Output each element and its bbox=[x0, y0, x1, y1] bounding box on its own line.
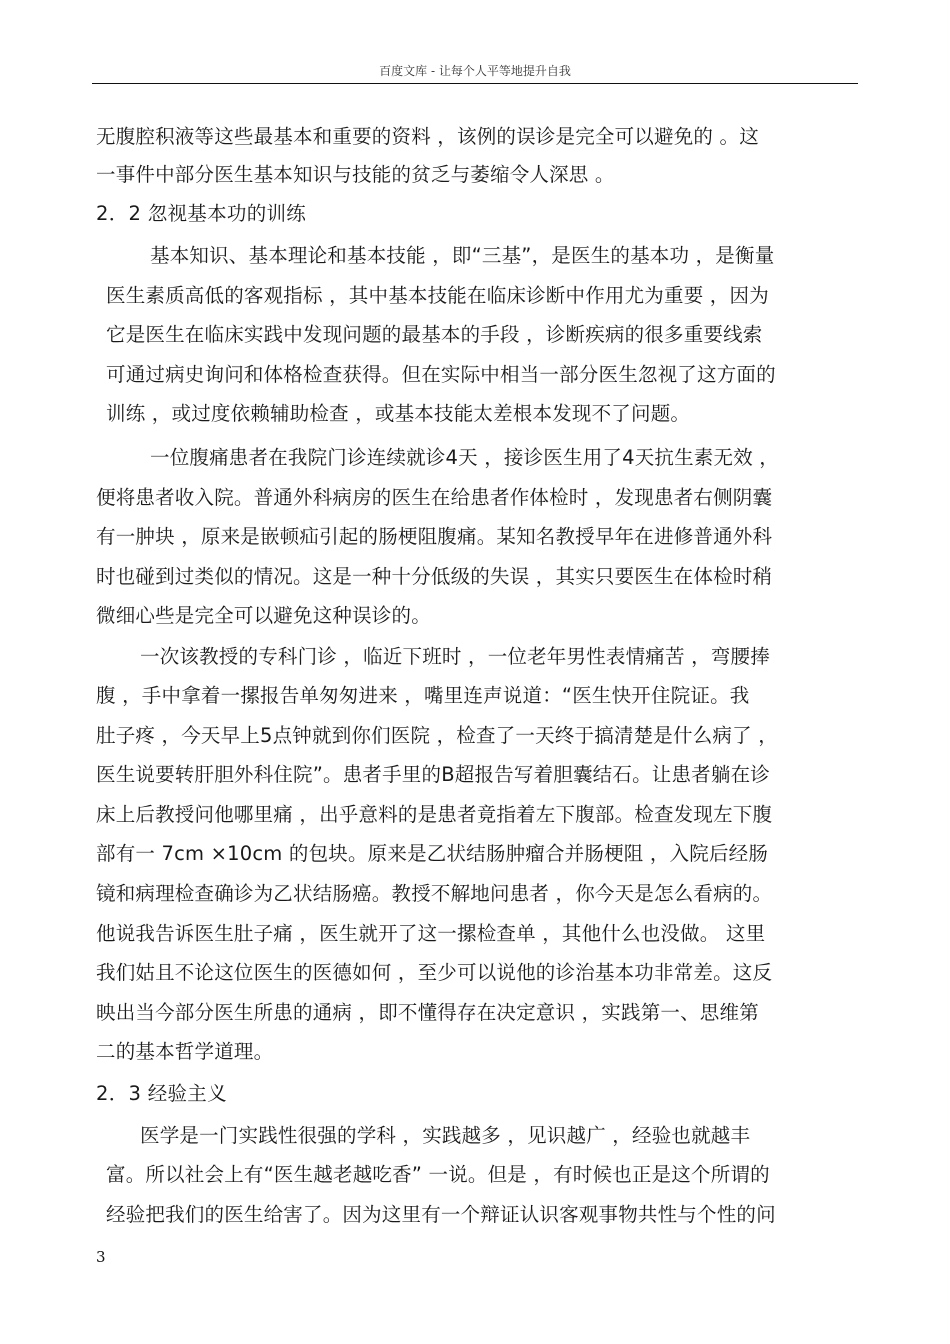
section-heading-2-3: 2．3 经验主义 bbox=[96, 1082, 227, 1105]
page-header: 百度文库 - 让每个人平等地提升自我 bbox=[379, 64, 571, 78]
body-line: 便将患者收入院。普通外科病房的医生在给患者作体检时 ，发现患者右侧阴囊 bbox=[96, 486, 773, 509]
body-line: 腹 ，手中拿着一摞报告单匆匆进来 ，嘴里连声说道：“医生快开住院证。我 bbox=[96, 684, 750, 707]
body-line: 医生素质高低的客观指标 ，其中基本技能在临床诊断中作用尤为重要 ，因为 bbox=[106, 284, 769, 307]
body-line: 富。所以社会上有“医生越老越吃香” 一说。但是 ，有时候也正是这个所谓的 bbox=[106, 1163, 770, 1186]
body-line: 医生说要转肝胆外科住院”。患者手里的B超报告写着胆囊结石。让患者躺在诊 bbox=[96, 763, 770, 786]
header-rule bbox=[92, 83, 858, 84]
section-heading-2-2: 2．2 忽视基本功的训练 bbox=[96, 202, 307, 225]
body-line: 时也碰到过类似的情况。这是一种十分低级的失误 ，其实只要医生在体检时稍 bbox=[96, 565, 773, 588]
body-line: 一事件中部分医生基本知识与技能的贫乏与萎缩令人深思 。 bbox=[96, 163, 615, 186]
body-line: 镜和病理检查确诊为乙状结肠癌。教授不解地问患者 ，你今天是怎么看病的。 bbox=[96, 882, 773, 905]
body-line: 训练 ，或过度依赖辅助检查 ，或基本技能太差根本发现不了问题。 bbox=[106, 402, 691, 425]
body-line: 它是医生在临床实践中发现问题的最基本的手段 ，诊断疾病的很多重要线索 bbox=[106, 323, 763, 346]
body-line: 可通过病史询问和体格检查获得。但在实际中相当一部分医生忽视了这方面的 bbox=[106, 363, 776, 386]
body-line: 无腹腔积液等这些最基本和重要的资料 ，该例的误诊是完全可以避免的 。这 bbox=[96, 125, 759, 148]
body-line: 他说我告诉医生肚子痛 ，医生就开了这一摞检查单 ，其他什么也没做。 这里 bbox=[96, 922, 766, 945]
body-line: 一次该教授的专科门诊 ，临近下班时 ，一位老年男性表情痛苦 ，弯腰捧 bbox=[140, 645, 770, 668]
body-line: 肚子疼 ，今天早上5点钟就到你们医院 ，检查了一天终于搞清楚是什么病了 ， bbox=[96, 724, 778, 747]
body-line: 我们姑且不论这位医生的医德如何 ，至少可以说他的诊治基本功非常差。这反 bbox=[96, 961, 773, 984]
body-line: 基本知识、基本理论和基本技能 ，即“三基”，是医生的基本功 ，是衡量 bbox=[150, 244, 775, 267]
body-line: 二的基本哲学道理。 bbox=[96, 1040, 274, 1063]
body-line: 床上后教授问他哪里痛 ，出乎意料的是患者竟指着左下腹部。检查发现左下腹 bbox=[96, 803, 773, 826]
body-line: 微细心些是完全可以避免这种误诊的。 bbox=[96, 604, 431, 627]
body-line: 医学是一门实践性很强的学科 ，实践越多 ，见识越广 ，经验也就越丰 bbox=[140, 1124, 751, 1147]
body-line: 映出当今部分医生所患的通病 ，即不懂得存在决定意识 ，实践第一、思维第 bbox=[96, 1001, 759, 1024]
body-line: 部有一 7cm ×10cm 的包块。原来是乙状结肠肿瘤合并肠梗阻 ，入院后经肠 bbox=[96, 842, 769, 865]
page-number: 3 bbox=[96, 1248, 106, 1266]
body-line: 一位腹痛患者在我院门诊连续就诊4天 ，接诊医生用了4天抗生素无效 ， bbox=[150, 446, 780, 469]
body-line: 经验把我们的医生给害了。因为这里有一个辩证认识客观事物共性与个性的问 bbox=[106, 1203, 776, 1226]
body-line: 有一肿块 ，原来是嵌顿疝引起的肠梗阻腹痛。某知名教授早年在进修普通外科 bbox=[96, 525, 773, 548]
